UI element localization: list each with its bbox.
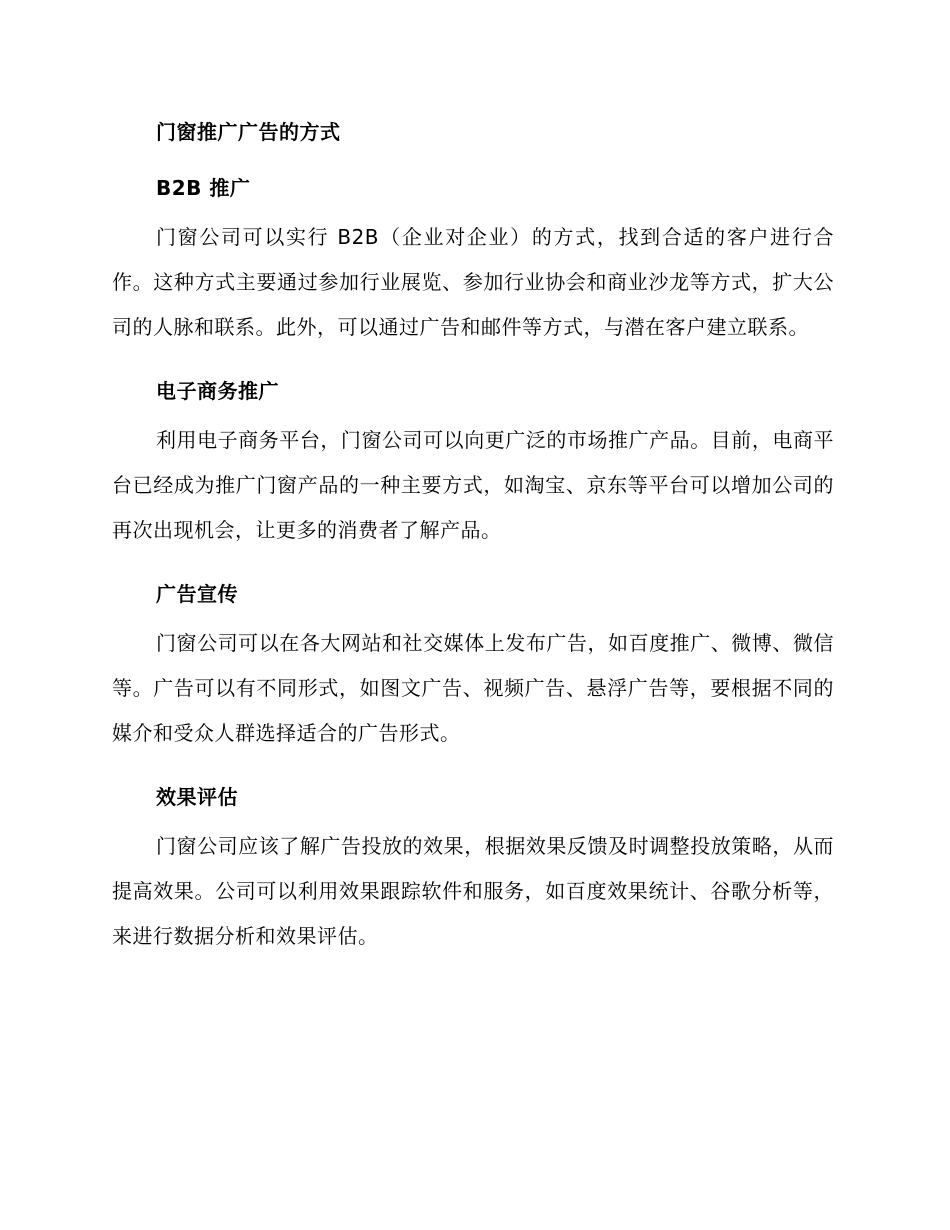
section-heading-advertising: 广告宣传 bbox=[156, 582, 238, 606]
section-body-b2b: 门窗公司可以实行 B2B（企业对企业）的方式，找到合适的客户进行合作。这种方式主要通过参加行业展览、参加行业协会和商业沙龙等方式，扩大公司的人脉和联系。此外，可以通过广告和邮件等方式，与潜在客户建立联系。 bbox=[112, 225, 834, 339]
section-body-evaluation: 门窗公司应该了解广告投放的效果，根据效果反馈及时调整投放策略，从而提高效果。公司可以利用效果跟踪软件和服务，如百度效果统计、谷歌分析等，来进行数据分析和效果评估。 bbox=[112, 834, 834, 948]
section-heading-b2b: B2B 推广 bbox=[156, 176, 251, 200]
section-body-advertising: 门窗公司可以在各大网站和社交媒体上发布广告，如百度推广、微博、微信等。广告可以有不同形式，如图文广告、视频广告、悬浮广告等，要根据不同的媒介和受众人群选择适合的广告形式。 bbox=[112, 631, 834, 745]
document-body bbox=[112, 112, 834, 959]
section-heading-ecommerce: 电子商务推广 bbox=[156, 379, 279, 403]
section-body-ecommerce: 利用电子商务平台，门窗公司可以向更广泛的市场推广产品。目前，电商平台已经成为推广门窗产品的一种主要方式，如淘宝、京东等平台可以增加公司的再次出现机会，让更多的消费者了解产品。 bbox=[112, 428, 834, 542]
document-title: 门窗推广广告的方式 bbox=[156, 120, 341, 144]
section-heading-evaluation: 效果评估 bbox=[156, 785, 238, 809]
